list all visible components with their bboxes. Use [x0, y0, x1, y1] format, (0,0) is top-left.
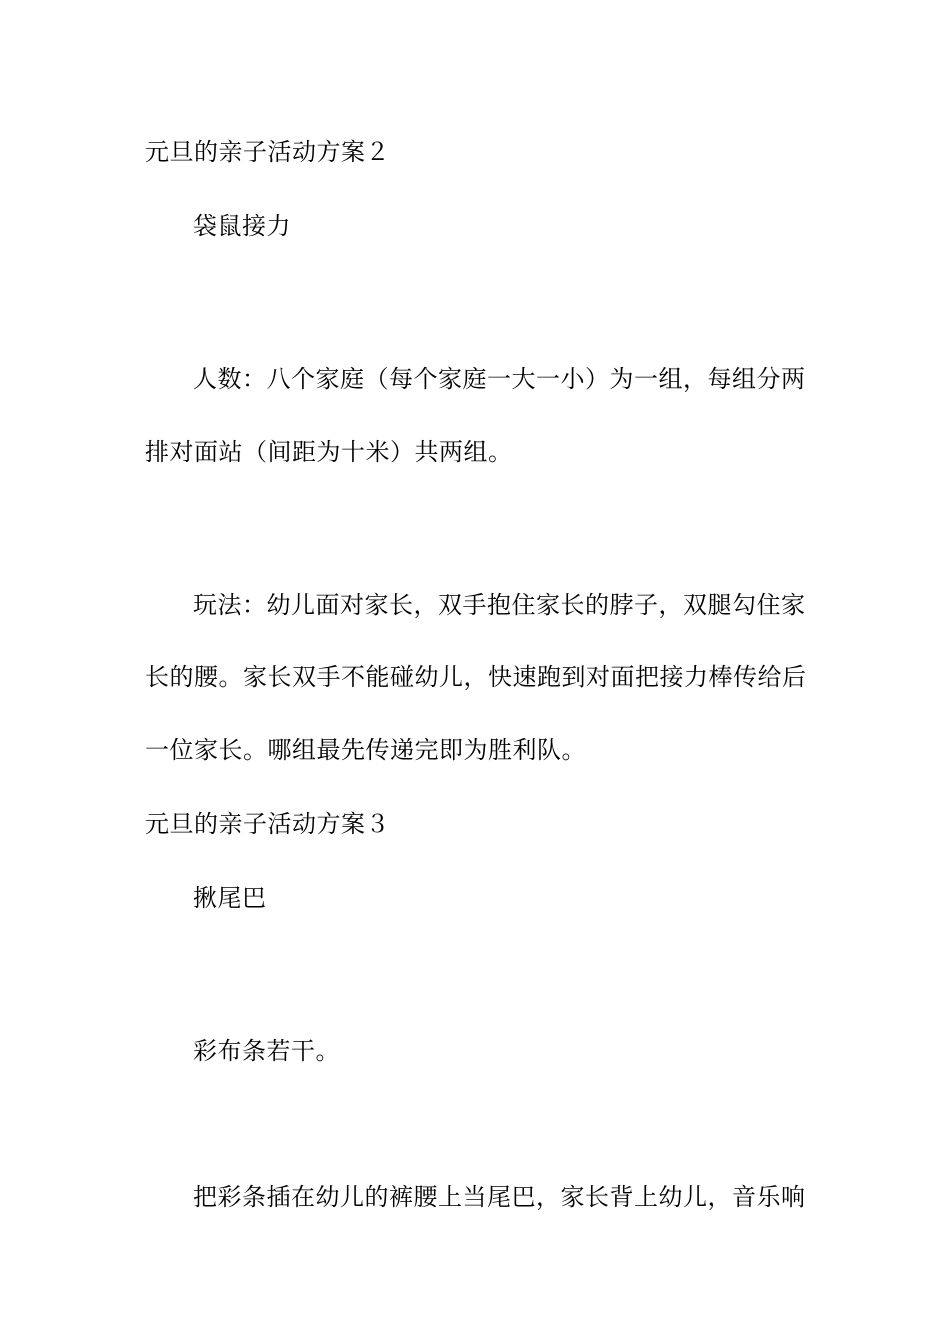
section-2-rules-line-3: 一位家长。哪组最先传递完即为胜利队。 [145, 736, 586, 764]
section-2-players-line-2: 排对面站（间距为十米）共两组。 [145, 438, 513, 466]
section-2-rules-line-2: 长的腰。家长双手不能碰幼儿，快速跑到对面把接力棒传给后 [145, 663, 807, 691]
section-3-game-title: 揪尾巴 [193, 884, 267, 912]
section-2-game-title: 袋鼠接力 [193, 212, 291, 240]
section-2-heading: 元旦的亲子活动方案２ [145, 138, 390, 166]
section-2-rules-line-1: 玩法：幼儿面对家长，双手抱住家长的脖子，双腿勾住家 [193, 591, 806, 619]
section-3-heading: 元旦的亲子活动方案３ [145, 810, 390, 838]
section-3-rules-line-1: 把彩条插在幼儿的裤腰上当尾巴，家长背上幼儿，音乐响 [193, 1183, 806, 1211]
section-3-materials: 彩布条若干。 [193, 1037, 340, 1065]
section-2-players-line-1: 人数：八个家庭（每个家庭一大一小）为一组，每组分两 [193, 365, 806, 393]
